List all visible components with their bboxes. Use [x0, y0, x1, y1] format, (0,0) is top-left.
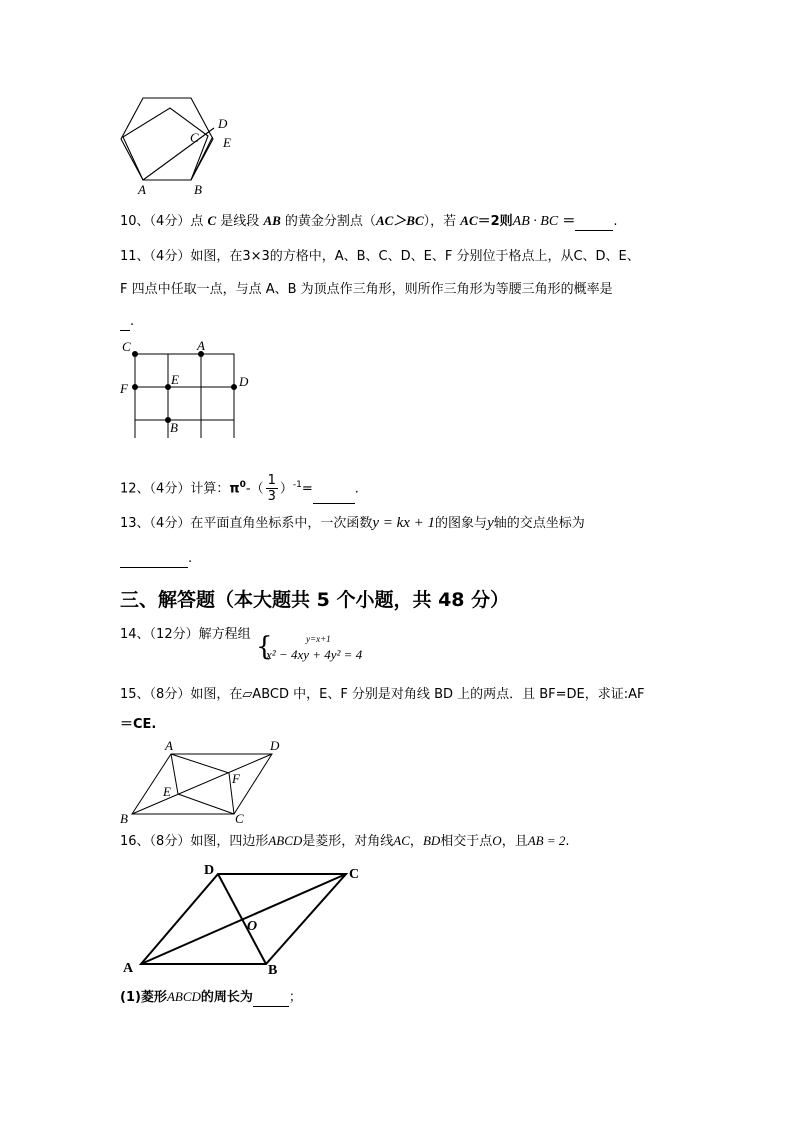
segment-ae — [171, 754, 178, 794]
brace: { — [256, 632, 273, 662]
label-c: C — [235, 811, 244, 826]
equation-1: y=x+1 — [306, 634, 331, 644]
answer-blank-10[interactable] — [575, 216, 613, 231]
rhombus-figure — [118, 858, 373, 980]
answer-blank-13[interactable] — [120, 553, 188, 568]
label-a: A — [165, 738, 173, 753]
label-d: D — [270, 738, 280, 753]
label-c: C — [190, 130, 199, 145]
question-13: 13、（4分）在平面直角坐标系中，一次函数y = kx + 1的图象与y轴的交点坐标为 — [120, 515, 585, 531]
label-c: C — [122, 339, 131, 354]
label-d: D — [239, 374, 249, 389]
label-a: A — [197, 338, 205, 353]
question-11-line1: 11、（4分）如图，在3×3的方格中，A、B、C、D、E、F 分别位于格点上，从C、D、E、 — [120, 249, 640, 264]
grid-border — [135, 354, 234, 438]
label-e: E — [171, 372, 179, 387]
question-11-answer: . — [120, 313, 134, 331]
label-b: B — [120, 811, 128, 826]
label-f: F — [120, 381, 128, 396]
hexagon-figure — [110, 92, 250, 200]
label-d: D — [218, 116, 228, 131]
section-3-title: 三、解答题（本大题共 5 个小题，共 48 分） — [120, 589, 510, 611]
question-16: 16、（8分）如图，四边形ABCD是菱形，对角线AC，BD相交于点O，且AB = 2. — [120, 833, 570, 849]
label-c: C — [349, 867, 360, 882]
equation-2: x² − 4xy + 4y² = 4 — [266, 647, 363, 662]
label-o: O — [247, 919, 258, 934]
diagonal-bd — [132, 754, 272, 814]
parallelogram-figure — [112, 738, 302, 826]
label-b: B — [170, 420, 178, 435]
question-11-line2: F 四点中任取一点，与点 A、B 为顶点作三角形，则所作三角形为等腰三角形的概率是 — [120, 282, 613, 297]
segment-ad — [143, 128, 214, 180]
label-a: A — [138, 182, 146, 197]
answer-blank-11[interactable] — [120, 316, 130, 331]
segment-af — [171, 754, 229, 773]
label-e: E — [163, 784, 171, 799]
segment-ce — [178, 794, 234, 814]
answer-blank-16-1[interactable] — [253, 992, 289, 1007]
label-e: E — [223, 135, 231, 150]
label-a: A — [123, 961, 134, 976]
question-10: 10、（4分）点 C 是线段 AB 的黄金分割点（AC＞BC），若 AC＝2则AB · BC ＝ . — [120, 213, 618, 229]
answer-blank-12[interactable] — [313, 489, 355, 504]
question-15-line1: 15、（8分）如图，在▱ABCD 中，E、F 分别是对角线 BD 上的两点．且 BF=DE，求证:AF — [120, 687, 645, 702]
question-14: 14、（12分）解方程组 — [120, 627, 251, 642]
diagonal-bd — [218, 874, 266, 964]
grid-figure — [112, 338, 262, 438]
label-b: B — [268, 963, 278, 978]
label-f: F — [232, 771, 240, 786]
question-16-part-1: (1)菱形ABCD的周长为 ； — [120, 989, 302, 1005]
point-f — [132, 384, 138, 390]
question-13-answer: . — [120, 550, 192, 568]
point-c — [132, 351, 138, 357]
diagonal-ac — [141, 874, 346, 964]
label-d: D — [204, 863, 215, 878]
point-d — [231, 384, 237, 390]
fraction-one-third: $\frac{1}{3}$ — [267, 473, 276, 505]
label-b: B — [194, 182, 202, 197]
question-15-line2: ＝CE. — [120, 717, 157, 732]
question-12: 12、（4分）计算：$\pi^0-$（ $\frac{1}{3}$ ）$^{-1}$= . — [120, 473, 359, 505]
